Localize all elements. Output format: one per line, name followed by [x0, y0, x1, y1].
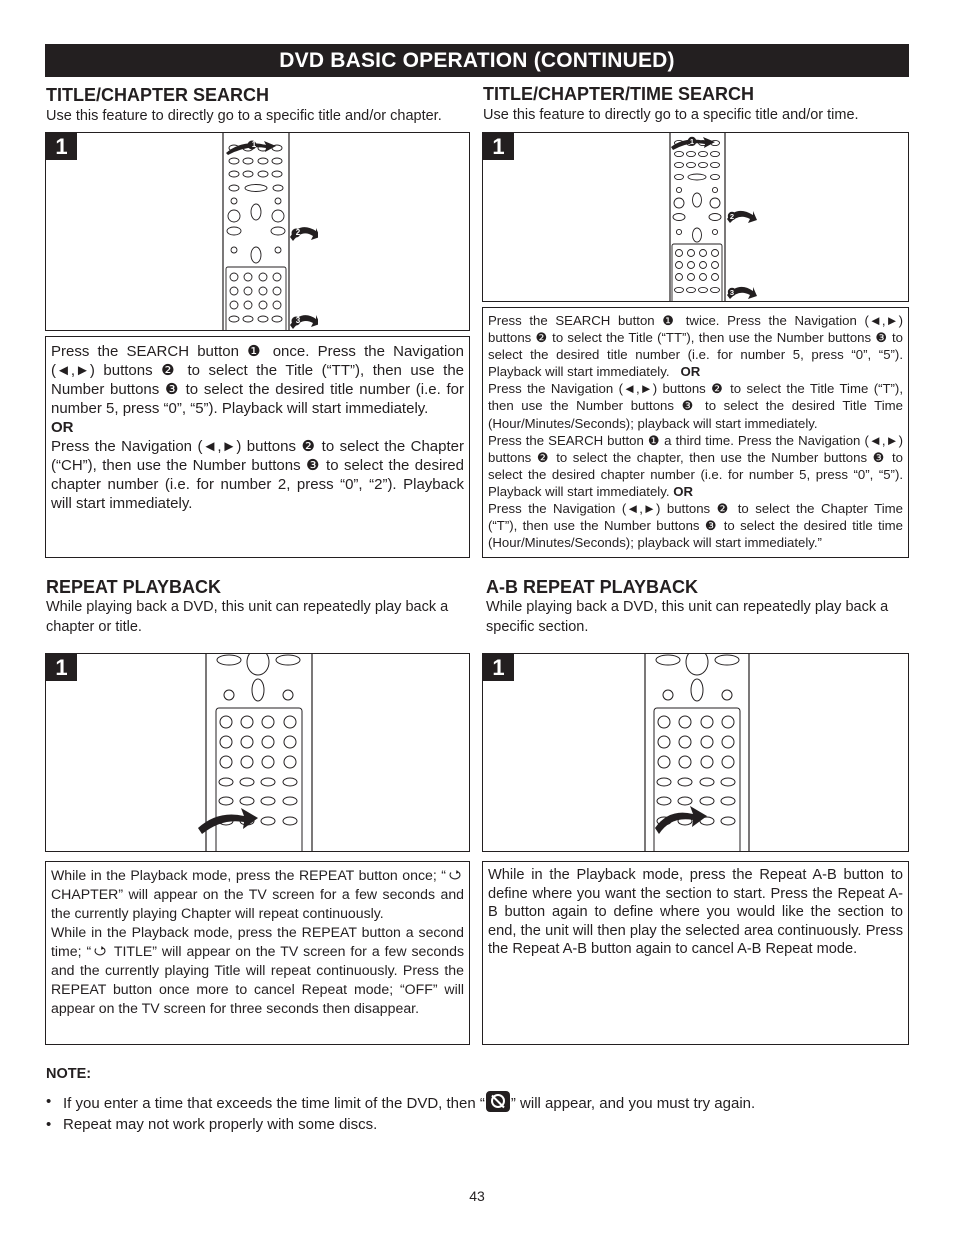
section-title-title-chapter-time-search: TITLE/CHAPTER/TIME SEARCH	[483, 84, 755, 104]
pointing-arrow-icon	[655, 806, 707, 834]
svg-text:3: 3	[729, 288, 735, 297]
remote-control-illustration	[665, 133, 760, 302]
paragraph: Press the Navigation (◄,►) buttons ❷ to select the Chapter (“CH”), then use the Number buttons ❸ to select the desired chapter number (i.e. for number 2, press “0”, “2”). Playback will start immediately.	[51, 438, 464, 512]
figure-ab-repeat-playback	[482, 653, 909, 852]
paragraph: Press the SEARCH button ❶ a third time. Press the Navigation (◄,►) buttons ❷ to select the chapter, then use the Number buttons ❸ to select the desired chapter number (i.e. for number 5, press “0”, “5”). Playback will start immediately. OR	[488, 432, 903, 499]
figure-title-chapter-search	[45, 132, 470, 331]
step-badge: 1	[46, 133, 77, 160]
note-list	[46, 1091, 906, 1135]
page-number: 43	[469, 1188, 485, 1204]
repeat-icon	[93, 945, 107, 957]
instructions-title-chapter-search	[45, 336, 470, 558]
section-desc-ab-repeat-playback: While playing back a DVD, this unit can repeatedly play back a specific section.	[486, 599, 889, 635]
note-item: • If you enter a time that exceeds the time limit of the DVD, then “ ” will appear, and you must try again.	[46, 1091, 906, 1114]
paragraph: While in the Playback mode, press the REPEAT button a second time; “ TITLE” will appear on the TV screen for a few seconds and the currently playing Title will repeat continuously. Press the REPEAT button once more to cancel Repeat mode; “OFF” will appear on the TV screen for three seconds then disappear.	[51, 924, 464, 1016]
svg-text:2: 2	[295, 228, 301, 237]
remote-control-illustration	[196, 654, 346, 852]
note-item: • Repeat may not work properly with some discs.	[46, 1114, 906, 1135]
svg-text:1: 1	[251, 140, 257, 149]
callout-3-icon	[727, 287, 737, 297]
section-desc-repeat-playback: While playing back a DVD, this unit can repeatedly play back a chapter or title.	[46, 599, 449, 635]
paragraph: Press the SEARCH button ❶ once. Press the Navigation (◄,►) buttons ❷ to select the Title (“TT”), then use the Number buttons ❸ to select the desired title number (i.e. for number 5, press “0”, “5”). Playback will start immediately.	[51, 343, 464, 417]
callout-2-icon	[727, 211, 737, 221]
section-title-ab-repeat-playback: A-B REPEAT PLAYBACK	[486, 577, 699, 597]
callout-1-icon	[687, 136, 697, 146]
section-title-repeat-playback: REPEAT PLAYBACK	[46, 577, 222, 597]
figure-title-chapter-time-search	[482, 132, 909, 302]
remote-control-illustration	[635, 654, 785, 852]
invalid-disc-icon	[486, 1091, 510, 1112]
paragraph: While in the Playback mode, press the REPEAT button once; “ CHAPTER” will appear on the TV screen for a few seconds and the currently playing Chapter will repeat continuously.	[51, 867, 464, 921]
page-banner: DVD BASIC OPERATION (CONTINUED)	[45, 44, 909, 77]
svg-text:1: 1	[689, 137, 695, 146]
paragraph: Press the SEARCH button ❶ twice. Press the Navigation (◄,►) buttons ❷ to select the Title (“TT”), then use the Number buttons ❸ to select the desired title number (i.e. for number 5, press “0”, “5”). Playback will start immediately. OR	[488, 313, 903, 380]
repeat-icon	[448, 869, 462, 881]
or-label: OR	[51, 419, 74, 436]
section-desc-title-chapter-search: Use this feature to directly go to a specific title and/or chapter.	[46, 108, 442, 124]
step-badge: 1	[483, 654, 514, 681]
paragraph: Press the Navigation (◄,►) buttons ❷ to select the Chapter Time (“T”), then use the Number buttons ❸ to select the desired title time (Hour/Minutes/Seconds); playback will start immediately.”	[488, 501, 903, 551]
svg-text:3: 3	[295, 316, 301, 325]
paragraph: While in the Playback mode, press the Repeat A-B button to define where you want the section to start. Press the Repeat A-B button again to define where you would like the section to end, the unit will then play the selected area continuously. Press the Repeat A-B button again to cancel A-B Repeat mode.	[488, 867, 903, 958]
instructions-repeat-playback	[45, 861, 470, 1045]
pointing-arrow-icon	[198, 808, 258, 834]
paragraph: Press the Navigation (◄,►) buttons ❷ to select the Title Time (“T”), then use the Number buttons ❸ to select the desired Title Time (Hour/Minutes/Seconds); playback will start immediately.	[488, 381, 903, 431]
callout-2-icon	[293, 227, 303, 237]
callout-3-icon	[293, 315, 303, 325]
step-badge: 1	[483, 133, 514, 160]
remote-control-illustration	[218, 133, 318, 331]
step-badge: 1	[46, 654, 77, 681]
svg-text:2: 2	[729, 212, 735, 221]
instructions-ab-repeat-playback	[482, 861, 909, 1045]
note-title: NOTE:	[46, 1066, 92, 1082]
callout-1-icon	[249, 139, 259, 149]
section-desc-title-chapter-time-search: Use this feature to directly go to a specific title and/or time.	[483, 107, 859, 123]
figure-repeat-playback	[45, 653, 470, 852]
instructions-title-chapter-time-search	[482, 307, 909, 558]
section-title-title-chapter-search: TITLE/CHAPTER SEARCH	[46, 85, 270, 105]
